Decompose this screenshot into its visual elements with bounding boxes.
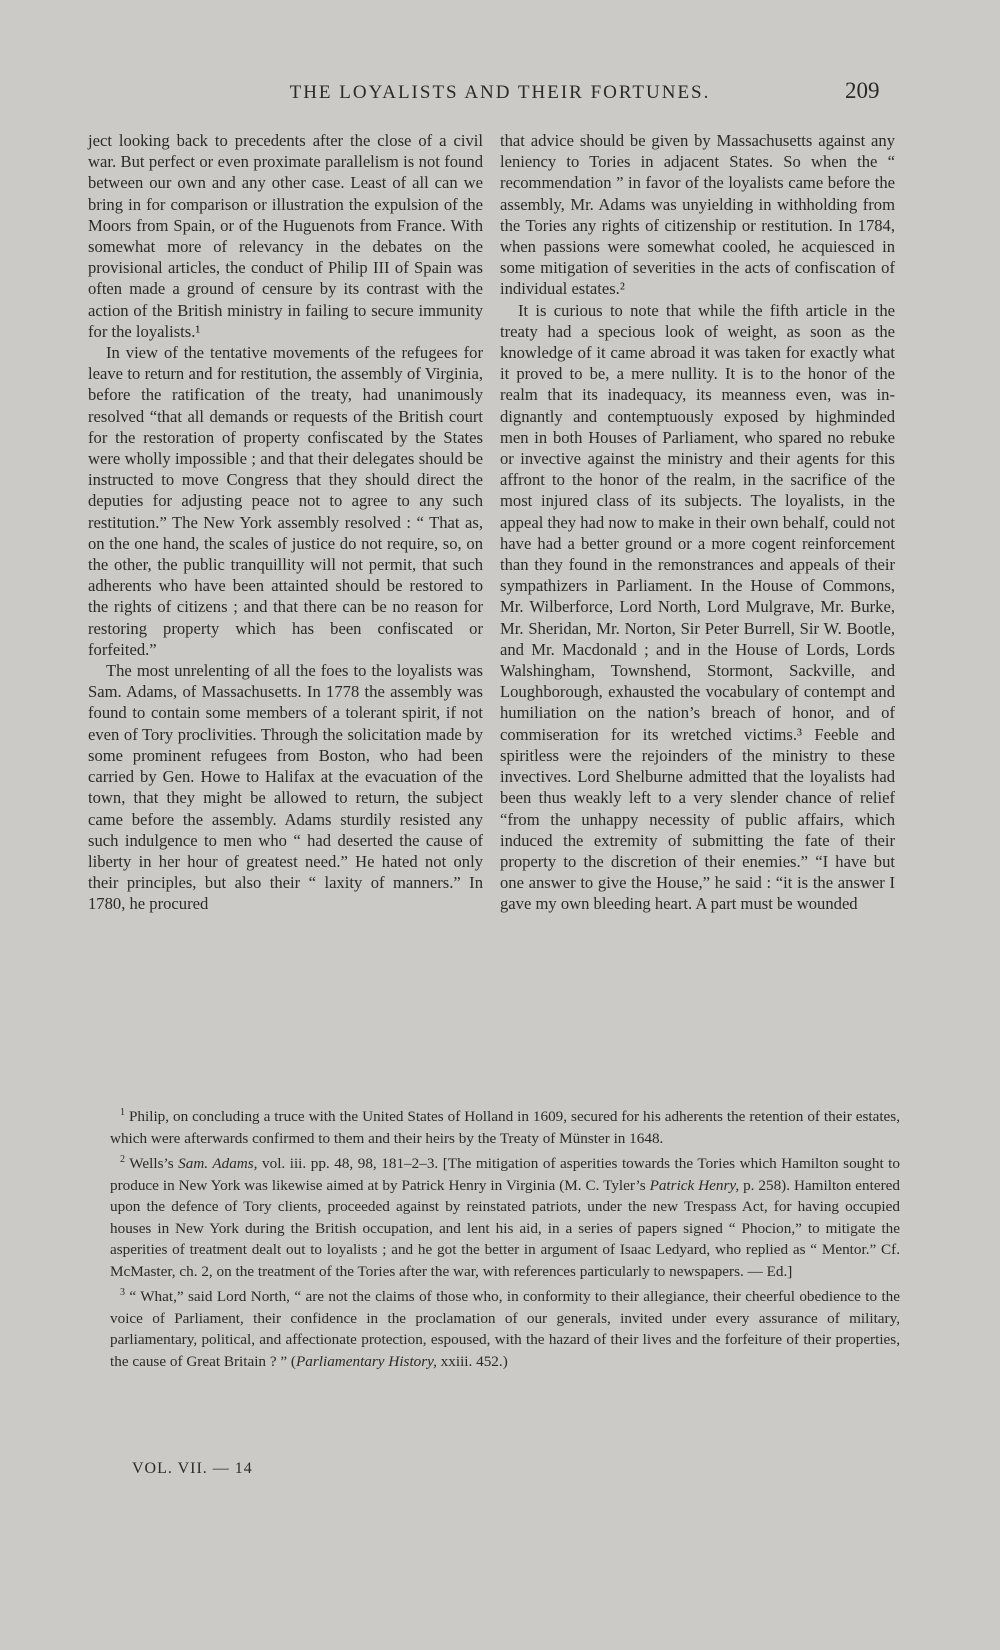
paragraph: It is curious to note that while the fifth article in the treaty had a specious look of weight, as soon as the knowledge of it came abroad it was taken for exactly what it proved to be, a mere nullity. It is to the honor of the realm that its inadequacy, its meanness even, was indignantly and contemptuously exposed by highminded men in both Houses of Parliament, who spared no rebuke or invective against the ministry and their agents for this affront to the honor of the realm, in the sacrifice of the most injured class of its subjects. The loyalists, in the appeal they had now to make in their own behalf, could not have had a better ground or a more cogent reinforcement than they found in the remonstrances and appeals of their sympathizers in Parliament. In the House of Commons, Mr. Wilberforce, Lord North, Lord Mulgrave, Mr. Burke, Mr. Sheridan, Mr. Norton, Sir Peter Burrell, Sir W. Bootle, and Mr. Macdonald ; and in the House of Lords, Lords Walshingham, Townshend, Stormont, Sackville, and Loughborough, exhausted the vocabulary of contempt and humiliation on the nation’s breach of honor, and of commiseration for its wretched victims.³ Feeble and spiritless were the rejoinders of the ministry to these invectives. Lord Shelburne admitted that the loyalists had been thus weakly left to a very slender chance of relief “from the unhappy necessity of public affairs, which induced the extremity of submitting the fate of their property to the discretion of their enemies.” “I have but one answer to give the House,” he said : “it is the answer I gave my own bleeding heart. A part must be wounded — [500, 300, 895, 914]
footnote-marker: 1 — [120, 1107, 125, 1118]
footnotes — [110, 1102, 900, 1372]
paragraph: ject looking back to precedents after the close of a civil war. But perfect or even proximate parallelism is not found between our own and any other case. Least of all can we bring in for comparison or illustration the expulsion of the Moors from Spain, or of the Huguenots from France. With somewhat more of relevancy in the debates on the provisional articles, the conduct of Philip III of Spain was often made a ground of censure by its contrast with the action of the British ministry in failing to secure immunity for the loyalists.¹ — [88, 131, 483, 341]
footnote-2 — [110, 1149, 900, 1282]
running-title: THE LOYALISTS AND THEIR FORTUNES. — [289, 82, 711, 103]
footnote-1 — [110, 1102, 900, 1149]
footnote-text: Philip, on concluding a truce with the United States of Holland in 1609, secured for his adherents the retention of their estates, which were afterwards confirmed to them and their heirs by the Treaty of Münster in 1648. — [110, 1108, 901, 1147]
footnote-text: “ What,” said Lord North, “ are not the claims of those who, in conformity to their allegiance, their cheerful obedience to the voice of Parliament, their confidence in the proclamation of our generals, invited under every assurance of military, parliamentary, political, and affectionate protection, espoused, with the hazard of their lives and the forfeiture of their properties, the cause of Great Britain ? ” ( — [110, 1288, 900, 1370]
paragraph: that advice should be given by Massachusetts against any leniency to Tories in adjacent States. So when the “ recommendation ” in favor of the loyalists came before the assembly, Mr. Adams was unyielding in withholding from the Tories any rights of citizenship or restitution. In 1784, when passions were somewhat cooled, he acquiesced in some mitigation of severities in the acts of confiscation of individual estates.² — [500, 131, 895, 299]
footnote-marker: 2 — [120, 1154, 125, 1166]
right-column — [500, 130, 895, 915]
cited-title: Parliamentary History, — [295, 1352, 437, 1370]
cited-title: Sam. Adams, — [178, 1155, 258, 1173]
left-column — [88, 130, 483, 915]
cited-title: Patrick Henry, — [649, 1176, 740, 1194]
footnote-3 — [110, 1282, 900, 1372]
footnote-text: vol. iii. pp. 48, 98, 181–2–3. [The mitigation of asperities towards the Tories which Hamilton sought to produce in New York was likewise aimed at by Patrick Henry in Virginia (M. C. Tyler’s — [110, 1155, 901, 1194]
footnote-text: p. 258). Hamilton entered upon the defence of Tory clients, proceeded against by reinstated patriots, under the new Trespass Act, for having occupied houses in New York during the British occupation, and lent his aid, in a series of papers signed “ Phocion,” to mitigate the asperities of treatment dealt out to loyalists ; and he got the better in argument of Isaac Ledyard, who replied as “ Mentor.” Cf. McMaster, ch. 2, on the treatment of the Tories after the war, with references particularly to newspapers. — Ed.] — [110, 1176, 900, 1280]
paragraph: The most unrelenting of all the foes to the loyalists was Sam. Adams, of Massachusetts. In 1778 the assembly was found to contain some members of a tolerant spirit, if not even of Tory proclivities. Through the solicitation made by some prominent refugees from Boston, who had been carried by Gen. Howe to Halifax at the evacuation of the town, that they might be allowed to return, the subject came before the assembly. Adams sturdily resisted any such indulgence to men who “ had deserted the cause of liberty in her hour of greatest need.” He hated not only their principles, but also their “ laxity of manners.” In 1780, he procured — [88, 661, 483, 914]
footnote-text: xxiii. 452.) — [436, 1352, 508, 1370]
paragraph: In view of the tentative movements of the refugees for leave to return and for restitution, the assembly of Virginia, before the ratification of the treaty, had unanimously resolved “that all demands or requests of the British court for the restoration of property confiscated by the States were wholly impossible ; and that their delegates should be instructed to move Congress that they should direct the deputies for adjusting peace not to agree to any such restitution.” The New York assembly resolved : “ That as, on the one hand, the scales of justice do not require, so, on the other, the public tranquillity will not permit, that such adherents who have been attainted should be restored to the rights of citizens ; and that there can be no reason for restoring property which has been confiscated or forfeited.” — [88, 343, 483, 659]
footnote-marker: 3 — [120, 1287, 125, 1299]
volume-signature: VOL. VII. — 14 — [132, 1460, 253, 1477]
footnote-text: Wells’s — [129, 1155, 179, 1173]
page-number: 209 — [845, 78, 880, 103]
